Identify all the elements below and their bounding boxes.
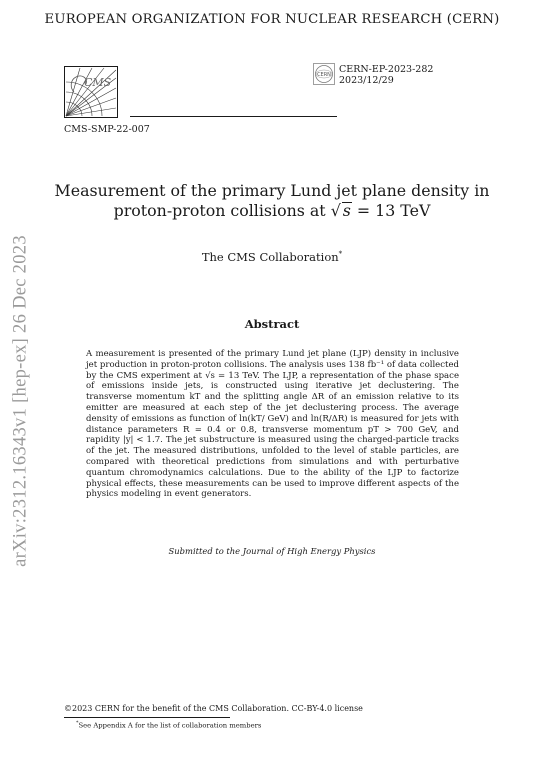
sqrt-symbol: √ <box>330 201 341 220</box>
footnote-marker: * <box>76 720 79 726</box>
svg-text:CERN: CERN <box>317 72 331 78</box>
organization-header: EUROPEAN ORGANIZATION FOR NUCLEAR RESEARCH (CERN) <box>44 12 500 27</box>
abstract-text: A measurement is presented of the primary Lund jet plane (LJP) density in inclusive jet production in proton-proton collisions. The analysis uses 138 fb⁻¹ of data collected by the CMS experiment at √s = 13 TeV. The LJP, a representation of the phase space of emissions inside jets, is constructed using iterative jet declustering. The transverse momentum kT and the splitting angle ΔR of an emission relative to its emitter are measured at each step of the jet declustering process. The average density of emissions as function of ln(kT/ GeV) and ln(R/ΔR) is measured for jets with distance parameters R = 0.4 or 0.8, transverse momentum pT > 700 GeV, and rapidity |y| < 1.7. The jet substructure is measured using the charged-particle tracks of the jet. The measured distributions, unfolded to the level of stable particles, are compared with theoretical predictions from simulations and with perturbative quantum chromodynamics calculations. Due to the ability of the LJP to factorize physical effects, these measurements can be used to improve different aspects of the physics modeling in event generators. <box>86 349 459 500</box>
author-line <box>0 250 544 264</box>
cern-logo-icon <box>313 63 335 85</box>
footnote-rule <box>64 717 230 718</box>
cms-document-number: CMS-SMP-22-007 <box>64 124 150 135</box>
title-line-2 <box>40 201 504 221</box>
report-date: 2023/12/29 <box>339 74 394 86</box>
title-line-2-suffix: = 13 TeV <box>356 201 431 220</box>
title-line-1: Measurement of the primary Lund jet plane density in <box>54 181 490 200</box>
abstract-body <box>86 349 459 500</box>
svg-text:CMS: CMS <box>84 76 112 89</box>
submission-note: Submitted to the Journal of High Energy Physics <box>168 546 376 556</box>
abstract-heading: Abstract <box>244 317 300 331</box>
title-line-2-prefix: proton-proton collisions at <box>113 201 326 220</box>
author-footnote-marker: * <box>338 250 343 259</box>
paper-title <box>40 181 504 221</box>
footnote <box>76 720 261 729</box>
arxiv-stamp[interactable] <box>7 237 35 565</box>
cms-detector-logo-icon <box>64 66 118 118</box>
header-rule <box>130 116 337 117</box>
license-line: ©2023 CERN for the benefit of the CMS Collaboration. CC-BY-4.0 license <box>64 704 363 713</box>
report-info <box>339 65 433 86</box>
author-name: The CMS Collaboration <box>201 250 339 264</box>
arxiv-stamp-text[interactable]: arXiv:2312.16343v1 [hep-ex] 26 Dec 2023 <box>10 235 31 567</box>
footnote-text: See Appendix A for the list of collaboration members <box>78 721 262 730</box>
report-number: CERN-EP-2023-282 <box>339 64 434 75</box>
sqrt-argument: s <box>342 201 351 220</box>
